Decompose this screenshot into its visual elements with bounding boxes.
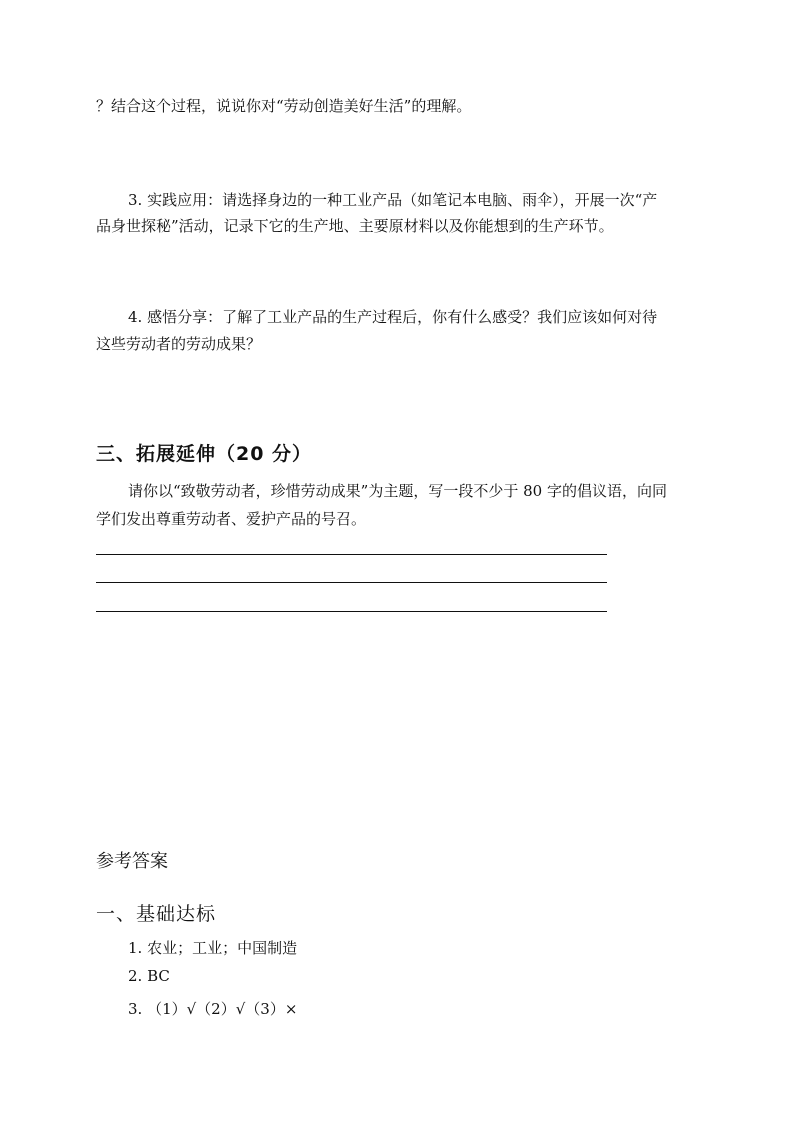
answer-item-3: 3. （1）√（2）√（3）×	[128, 1000, 298, 1018]
section-3-prompt-line-1: 请你以“致敬劳动者，珍惜劳动成果”为主题，写一段不少于 80 字的倡议语，向同	[128, 482, 667, 500]
answer-item-2: 2. BC	[128, 967, 170, 985]
question-3-line-2: 品身世探秘”活动，记录下它的生产地、主要原材料以及你能想到的生产环节。	[96, 217, 614, 235]
question-2-tail: ？结合这个过程，说说你对“劳动创造美好生活”的理解。	[96, 97, 472, 115]
answer-line-2[interactable]	[96, 582, 607, 583]
answers-section-1-heading: 一、基础达标	[96, 903, 217, 925]
section-3-heading: 三、拓展延伸（20 分）	[96, 443, 313, 465]
question-4-line-1: 4. 感悟分享：了解了工业产品的生产过程后，你有什么感受？我们应该如何对待	[128, 308, 658, 326]
answer-line-3[interactable]	[96, 611, 607, 612]
section-3-prompt-line-2: 学们发出尊重劳动者、爱护产品的号召。	[96, 510, 367, 528]
answer-item-1: 1. 农业；工业；中国制造	[128, 939, 298, 957]
question-3-line-1: 3. 实践应用：请选择身边的一种工业产品（如笔记本电脑、雨伞），开展一次“产	[128, 191, 658, 209]
question-4-line-2: 这些劳动者的劳动成果？	[96, 335, 262, 353]
reference-answers-title: 参考答案	[96, 851, 168, 872]
answer-line-1[interactable]	[96, 554, 607, 555]
